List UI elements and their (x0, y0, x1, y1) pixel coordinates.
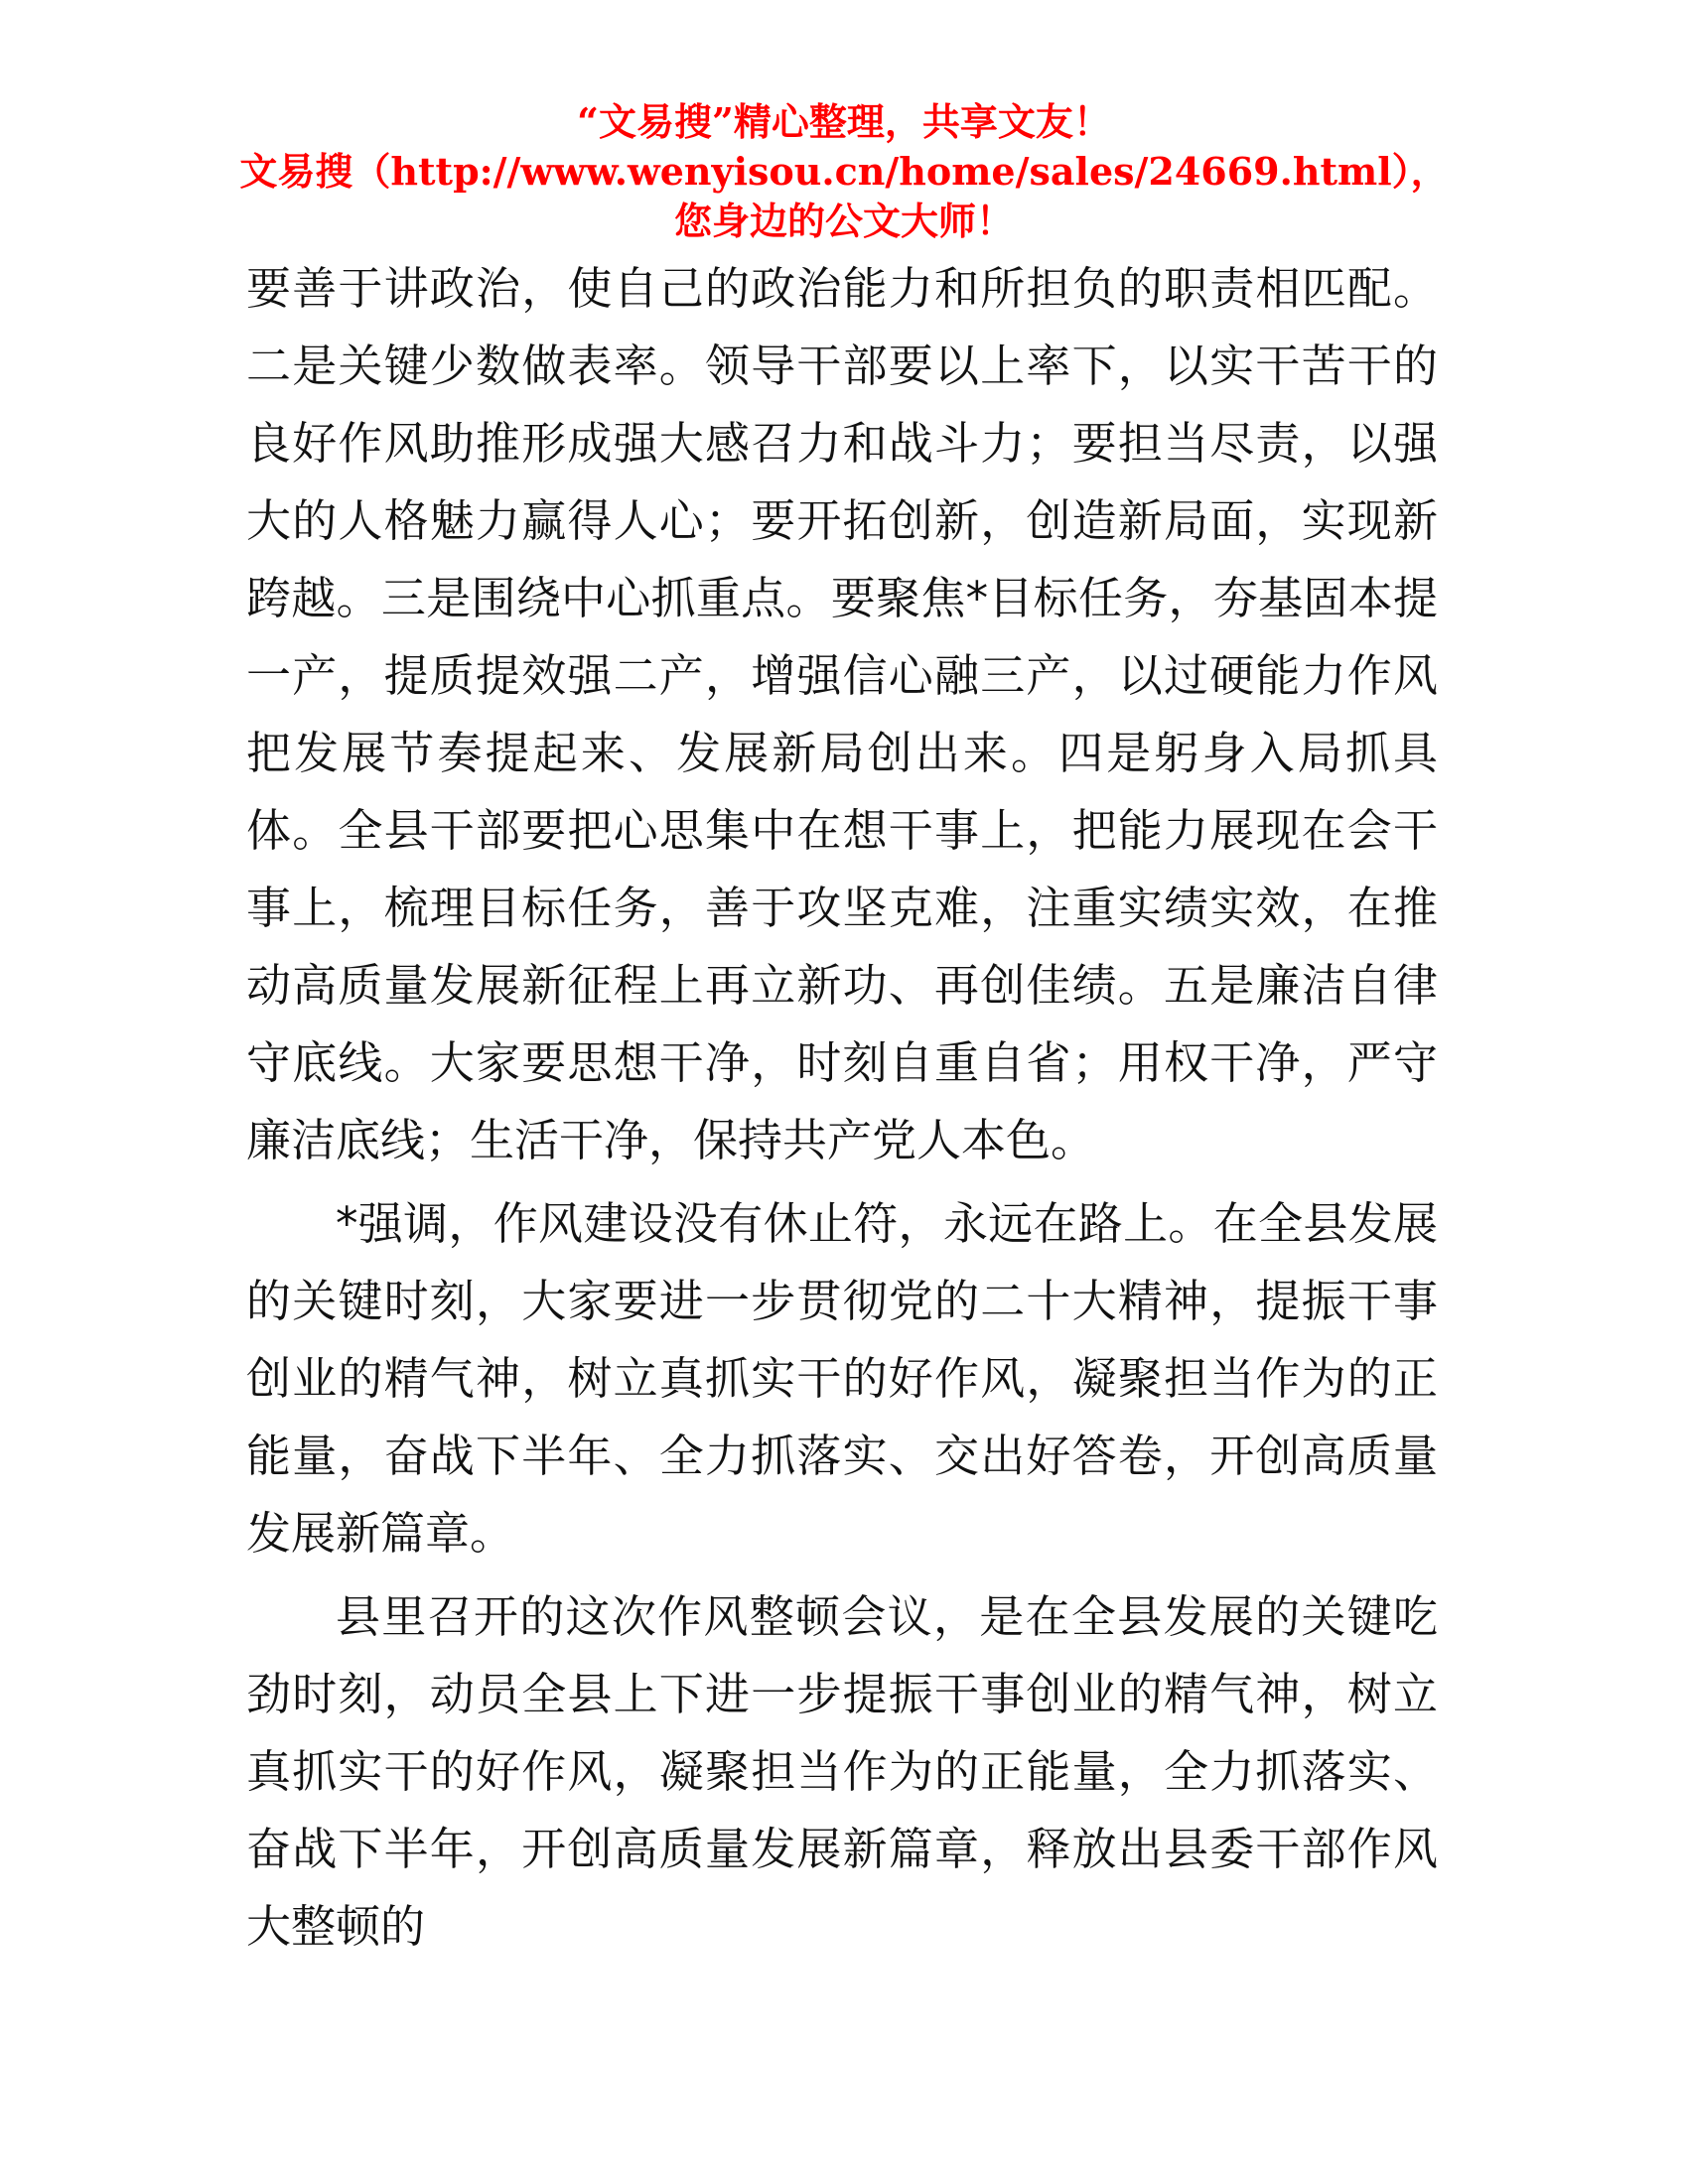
header-line-2: 文易搜（http://www.wenyisou.cn/home/sales/24669.html）， (239, 149, 1449, 194)
document-body (246, 250, 1438, 1972)
watermark-header (0, 97, 1688, 246)
paragraph: 县里召开的这次作风整顿会议，是在全县发展的关键吃劲时刻，动员全县上下进一步提振干事创业的精气神，树立真抓实干的好作风，凝聚担当作为的正能量，全力抓落实、奋战下半年，开创高质量发展新篇章，释放出县委干部作风大整顿的 (246, 1590, 1438, 1953)
header-line-3: 您身边的公文大师！ (673, 199, 1014, 243)
paragraph: *强调，作风建设没有休止符，永远在路上。在全县发展的关键时刻，大家要进一步贯彻党的二十大精神，提振干事创业的精气神，树立真抓实干的好作风，凝聚担当作为的正能量，奋战下半年、全力抓落实、交出好答卷，开创高质量发展新篇章。 (246, 1197, 1438, 1560)
paragraph-continued: 要善于讲政治，使自己的政治能力和所担负的职责相匹配。二是关键少数做表率。领导干部要以上率下，以实干苦干的良好作风助推形成强大感召力和战斗力；要担当尽责，以强大的人格魅力赢得人心；要开拓创新，创造新局面，实现新跨越。三是围绕中心抓重点。要聚焦*目标任务，夯基固本提一产，提质提效强二产，增强信心融三产，以过硬能力作风把发展节奏提起来、发展新局创出来。四是躬身入局抓具体。全县干部要把心思集中在想干事上，把能力展现在会干事上，梳理目标任务，善于攻坚克难，注重实绩实效，在推动高质量发展新征程上再立新功、再创佳绩。五是廉洁自律守底线。大家要思想干净，时刻自重自省；用权干净，严守廉洁底线；生活干净，保持共产党人本色。 (246, 262, 1438, 1166)
header-line-1: “文易搜”精心整理，共享文友！ (577, 99, 1111, 144)
